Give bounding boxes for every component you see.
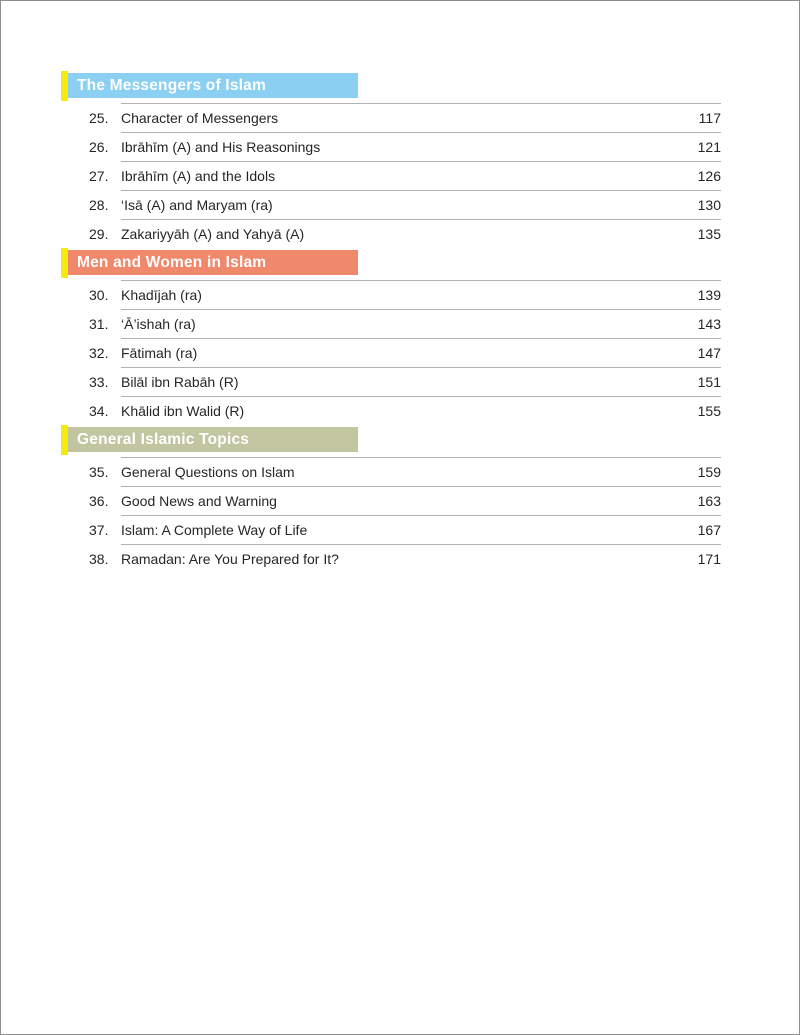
section-header xyxy=(61,425,358,455)
toc-entry xyxy=(89,515,721,544)
section-header xyxy=(61,71,358,101)
entry-page-number: 163 xyxy=(697,493,721,509)
entry-rule-line xyxy=(121,486,721,515)
entry-rule-line xyxy=(121,280,721,309)
entry-page-number: 167 xyxy=(697,522,721,538)
entry-rule-line xyxy=(121,338,721,367)
toc-entry xyxy=(89,219,721,248)
entry-page-number: 147 xyxy=(697,345,721,361)
toc-entry xyxy=(89,309,721,338)
toc-entry xyxy=(89,161,721,190)
entry-number: 35. xyxy=(89,463,109,480)
toc-entry xyxy=(89,544,721,573)
toc-entry xyxy=(89,367,721,396)
toc-entry xyxy=(89,280,721,309)
entry-number: 36. xyxy=(89,492,109,509)
entry-page-number: 126 xyxy=(697,168,721,184)
entry-rule-line xyxy=(121,515,721,544)
entry-page-number: 155 xyxy=(697,403,721,419)
entry-number: 29. xyxy=(89,225,109,242)
entry-page-number: 159 xyxy=(697,464,721,480)
entry-rule-line xyxy=(121,367,721,396)
entry-number: 38. xyxy=(89,550,109,567)
entry-number: 27. xyxy=(89,167,109,184)
entry-rule-line xyxy=(121,544,721,573)
entry-number: 37. xyxy=(89,521,109,538)
section-header-bar xyxy=(68,73,358,98)
table-of-contents xyxy=(1,1,799,573)
section-entries xyxy=(89,280,721,425)
section-title: General Islamic Topics xyxy=(77,430,250,448)
entry-title: General Questions on Islam xyxy=(121,464,295,480)
entry-title: ‘Isā (A) and Maryam (ra) xyxy=(121,197,273,213)
entry-rule-line xyxy=(121,396,721,425)
entry-number: 31. xyxy=(89,315,109,332)
entry-page-number: 143 xyxy=(697,316,721,332)
entry-rule-line xyxy=(121,103,721,132)
entry-page-number: 130 xyxy=(697,197,721,213)
entry-title: Fātimah (ra) xyxy=(121,345,198,361)
entry-page-number: 139 xyxy=(697,287,721,303)
section-entries xyxy=(89,103,721,248)
section-accent-bar xyxy=(61,71,68,101)
entry-title: Ramadan: Are You Prepared for It? xyxy=(121,551,339,567)
entry-rule-line xyxy=(121,190,721,219)
entry-title: ‘Ā’ishah (ra) xyxy=(121,316,196,332)
entry-page-number: 121 xyxy=(697,139,721,155)
entry-number: 30. xyxy=(89,286,109,303)
entry-title: Zakariyyāh (A) and Yahyā (A) xyxy=(121,226,305,242)
entry-page-number: 117 xyxy=(698,110,721,126)
toc-entry xyxy=(89,396,721,425)
section-entries xyxy=(89,457,721,573)
toc-entry xyxy=(89,132,721,161)
section-accent-bar xyxy=(61,248,68,278)
toc-entry xyxy=(89,486,721,515)
entry-page-number: 151 xyxy=(697,374,721,390)
entry-title: Khadījah (ra) xyxy=(121,287,202,303)
entry-number: 33. xyxy=(89,373,109,390)
entry-number: 26. xyxy=(89,138,109,155)
entry-rule-line xyxy=(121,161,721,190)
entry-title: Ibrāhīm (A) and the Idols xyxy=(121,168,276,184)
entry-page-number: 171 xyxy=(697,551,721,567)
entry-title: Character of Messengers xyxy=(121,110,279,126)
entry-number: 34. xyxy=(89,402,109,419)
toc-entry xyxy=(89,190,721,219)
entry-number: 25. xyxy=(89,109,109,126)
section-title: Men and Women in Islam xyxy=(77,253,267,271)
entry-title: Good News and Warning xyxy=(121,493,277,509)
entry-page-number: 135 xyxy=(697,226,721,242)
toc-section xyxy=(1,425,799,573)
toc-entry xyxy=(89,103,721,132)
section-header-bar xyxy=(68,250,358,275)
entry-number: 32. xyxy=(89,344,109,361)
section-title: The Messengers of Islam xyxy=(77,76,266,94)
toc-entry xyxy=(89,457,721,486)
section-header-bar xyxy=(68,427,358,452)
entry-rule-line xyxy=(121,309,721,338)
section-accent-bar xyxy=(61,425,68,455)
entry-title: Islam: A Complete Way of Life xyxy=(121,522,308,538)
entry-rule-line xyxy=(121,457,721,486)
entry-rule-line xyxy=(121,132,721,161)
toc-section xyxy=(1,71,799,248)
section-header xyxy=(61,248,358,278)
entry-rule-line xyxy=(121,219,721,248)
toc-section xyxy=(1,248,799,425)
entry-title: Ibrāhīm (A) and His Reasonings xyxy=(121,139,321,155)
entry-title: Bilāl ibn Rabāh (R) xyxy=(121,374,239,390)
toc-entry xyxy=(89,338,721,367)
entry-number: 28. xyxy=(89,196,109,213)
entry-title: Khālid ibn Walid (R) xyxy=(121,403,245,419)
